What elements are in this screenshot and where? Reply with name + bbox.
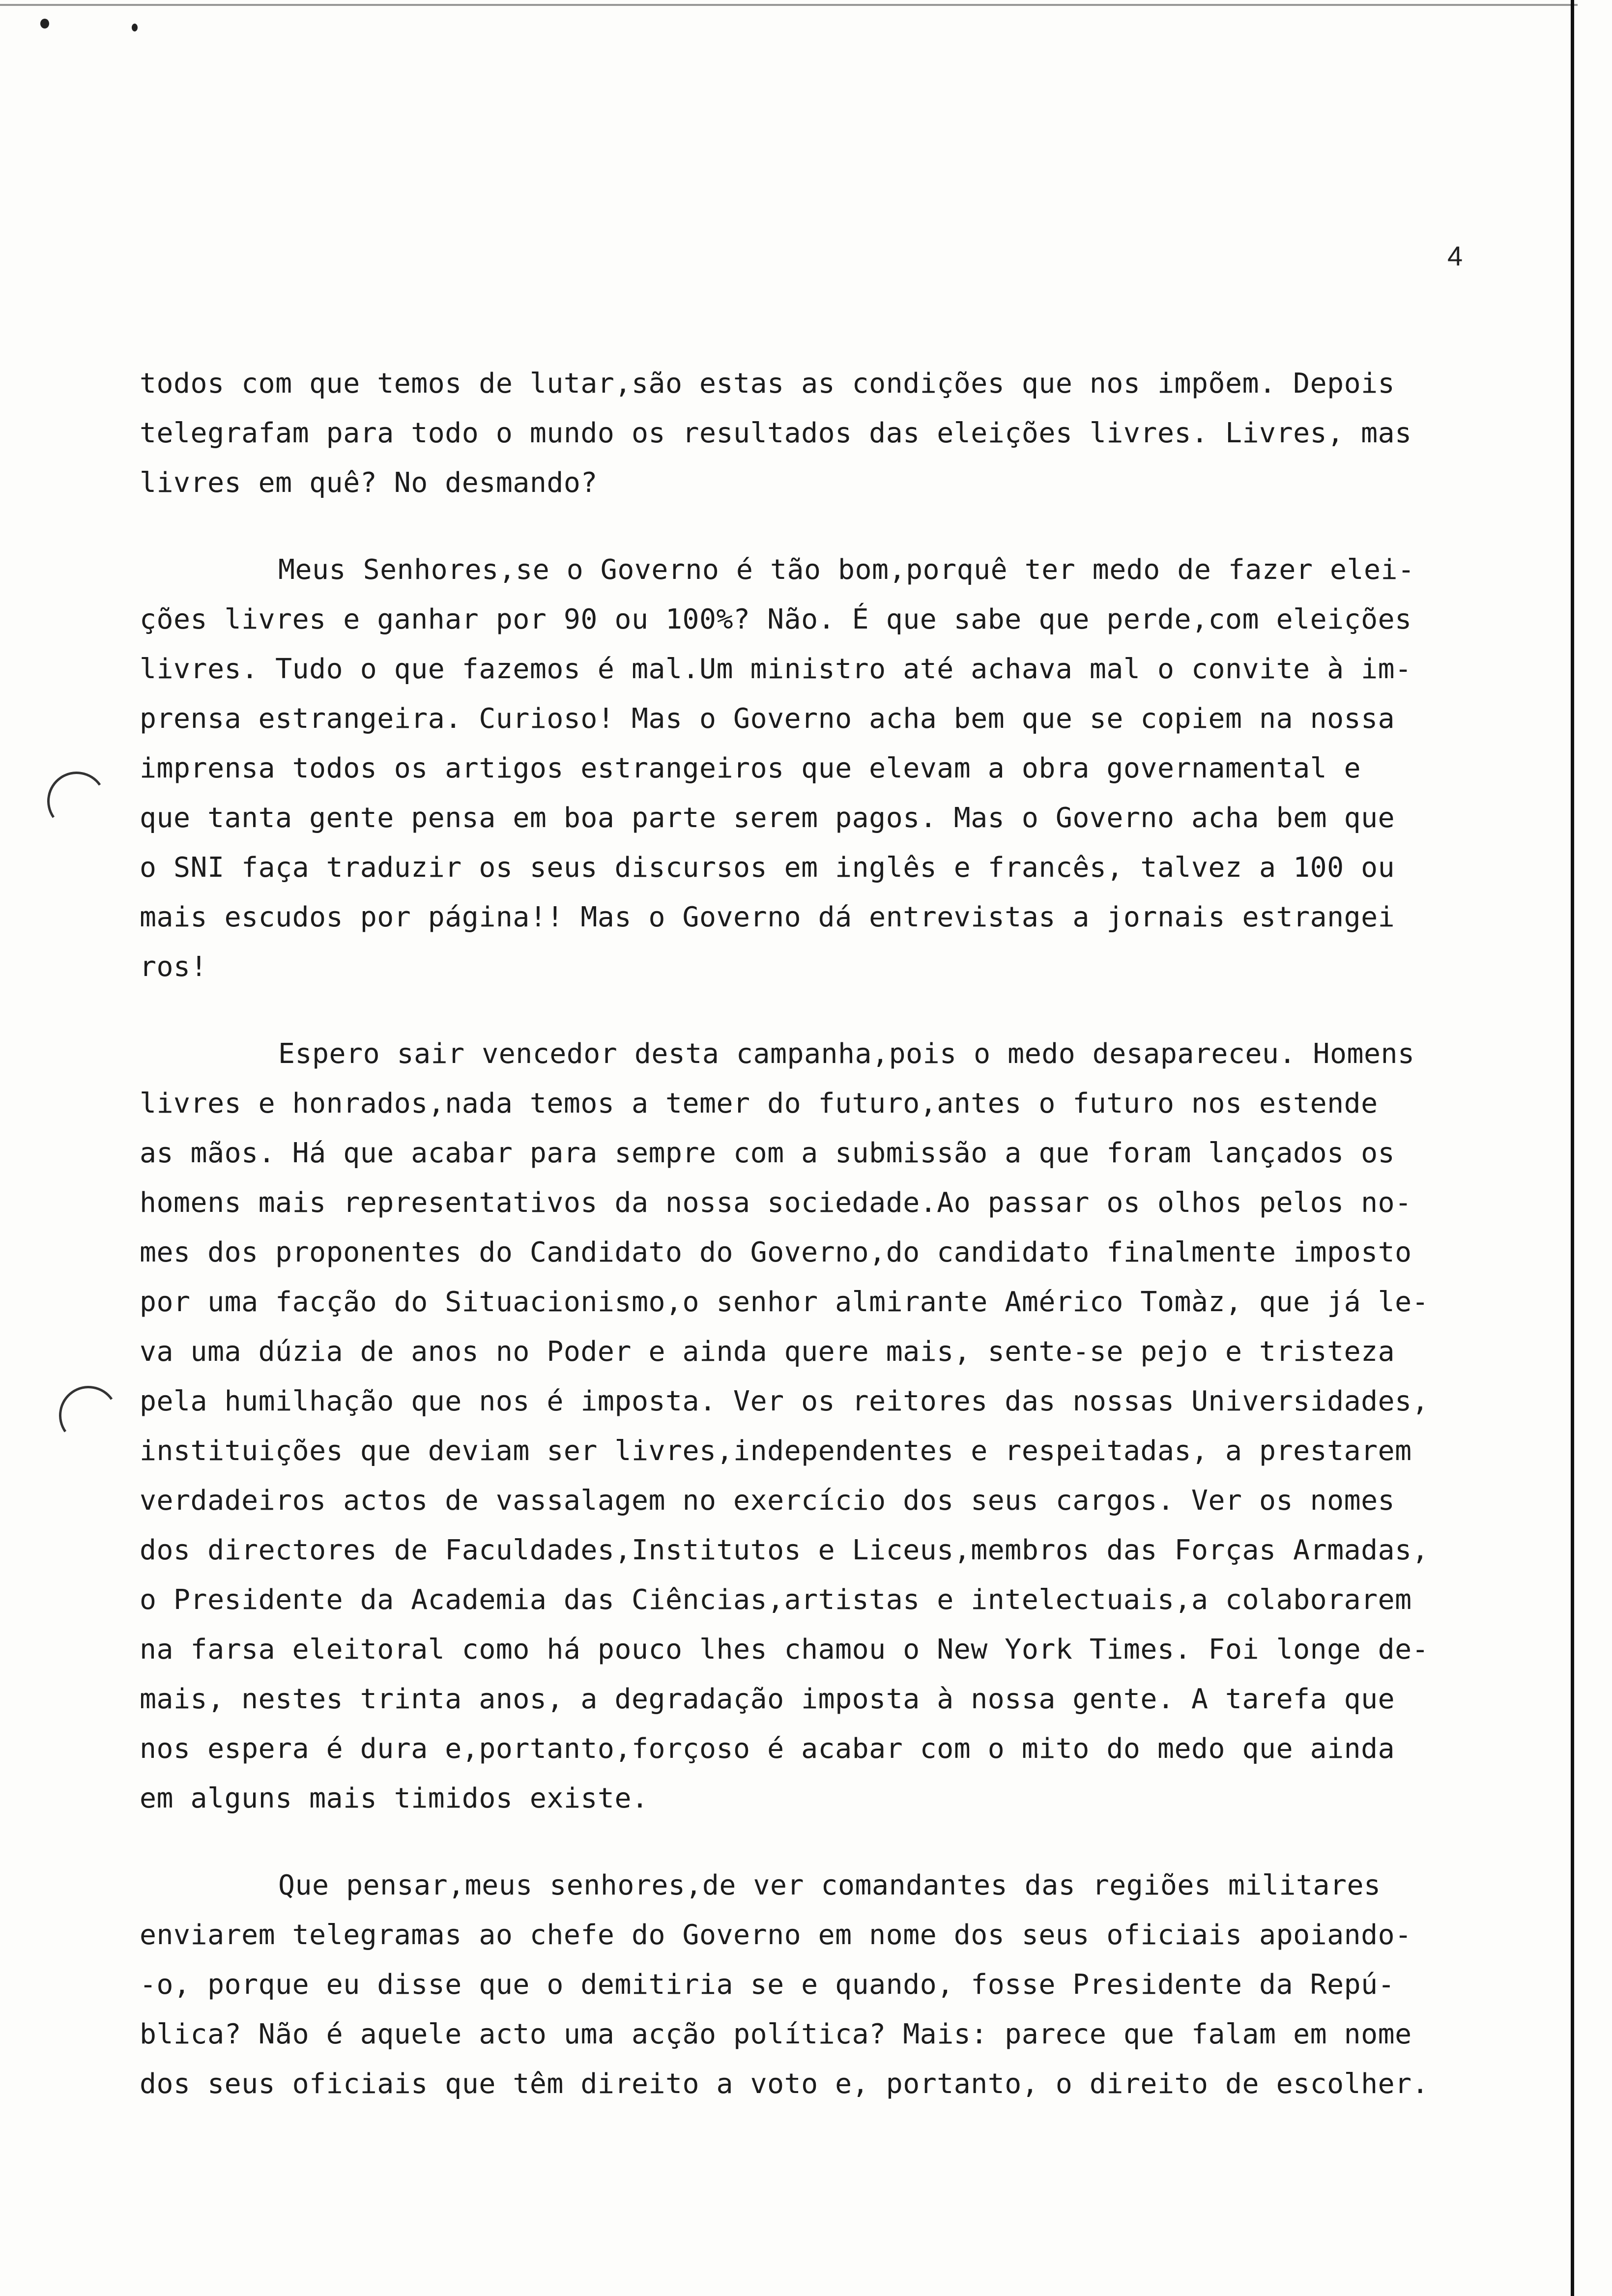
typed-body-text: [140, 359, 1516, 2146]
text-line: instituições que deviam ser livres,independentes e respeitadas, a prestarem: [140, 1435, 1412, 1467]
paragraph: [140, 359, 1516, 508]
right-edge-rule: [1571, 0, 1574, 2296]
text-line: blica? Não é aquele acto uma acção política? Mais: parece que falam em nome: [140, 2018, 1412, 2050]
ink-speck: [40, 19, 49, 29]
text-line: imprensa todos os artigos estrangeiros que elevam a obra governamental e: [140, 752, 1361, 784]
text-line: mais, nestes trinta anos, a degradação imposta à nossa gente. A tarefa que: [140, 1683, 1395, 1715]
text-line: ções livres e ganhar por 90 ou 100%? Não. É que sabe que perde,com eleições: [140, 603, 1412, 635]
ink-speck: [132, 24, 138, 31]
text-line: Meus Senhores,se o Governo é tão bom,porquê ter medo de fazer elei-: [278, 554, 1415, 586]
text-line: mes dos proponentes do Candidato do Governo,do candidato finalmente imposto: [140, 1236, 1412, 1268]
text-line: livres. Tudo o que fazemos é mal.Um ministro até achava mal o convite à im-: [140, 653, 1412, 685]
text-line: enviarem telegramas ao chefe do Governo em nome dos seus oficiais apoiando-: [140, 1919, 1412, 1951]
text-line: pela humilhação que nos é imposta. Ver os reitores das nossas Universidades,: [140, 1385, 1429, 1417]
text-line: em alguns mais timidos existe.: [140, 1782, 649, 1814]
paragraph: [140, 545, 1516, 992]
text-line: o SNI faça traduzir os seus discursos em inglês e francês, talvez a 100 ou: [140, 852, 1395, 884]
punch-hole-mark: [42, 767, 111, 835]
paragraph: [140, 1029, 1516, 1823]
text-line: todos com que temos de lutar,são estas as condições que nos impõem. Depois: [140, 368, 1395, 400]
text-line: por uma facção do Situacionismo,o senhor almirante Américo Tomàz, que já le-: [140, 1286, 1429, 1318]
text-line: mais escudos por página!! Mas o Governo dá entrevistas a jornais estrangei: [140, 901, 1395, 933]
text-line: telegrafam para todo o mundo os resultados das eleições livres. Livres, mas: [140, 417, 1412, 449]
text-line: o Presidente da Academia das Ciências,artistas e intelectuais,a colaborarem: [140, 1584, 1412, 1616]
text-line: que tanta gente pensa em boa parte serem pagos. Mas o Governo acha bem que: [140, 802, 1395, 834]
paragraph: [140, 1861, 1516, 2109]
text-line: ros!: [140, 951, 208, 983]
text-line: -o, porque eu disse que o demitiria se e quando, fosse Presidente da Repú-: [140, 1969, 1395, 2001]
text-line: va uma dúzia de anos no Poder e ainda quere mais, sente-se pejo e tristeza: [140, 1336, 1395, 1368]
text-line: prensa estrangeira. Curioso! Mas o Governo acha bem que se copiem na nossa: [140, 703, 1395, 735]
text-line: Espero sair vencedor desta campanha,pois o medo desapareceu. Homens: [278, 1038, 1415, 1070]
page-number: 4: [1447, 240, 1463, 271]
text-line: homens mais representativos da nossa sociedade.Ao passar os olhos pelos no-: [140, 1187, 1412, 1219]
text-line: livres e honrados,nada temos a temer do futuro,antes o futuro nos estende: [140, 1088, 1378, 1119]
text-line: verdadeiros actos de vassalagem no exercício dos seus cargos. Ver os nomes: [140, 1485, 1395, 1517]
text-line: as mãos. Há que acabar para sempre com a submissão a que foram lançados os: [140, 1137, 1395, 1169]
text-line: nos espera é dura e,portanto,forçoso é acabar com o mito do medo que ainda: [140, 1733, 1395, 1765]
top-edge-rule: [0, 4, 1578, 6]
text-line: Que pensar,meus senhores,de ver comandantes das regiões militares: [278, 1869, 1381, 1901]
text-line: dos seus oficiais que têm direito a voto e, portanto, o direito de escolher.: [140, 2068, 1429, 2100]
punch-hole-mark: [54, 1381, 122, 1449]
text-line: na farsa eleitoral como há pouco lhes chamou o New York Times. Foi longe de-: [140, 1634, 1429, 1665]
text-line: dos directores de Faculdades,Institutos e Liceus,membros das Forças Armadas,: [140, 1534, 1429, 1566]
text-line: livres em quê? No desmando?: [140, 467, 598, 499]
